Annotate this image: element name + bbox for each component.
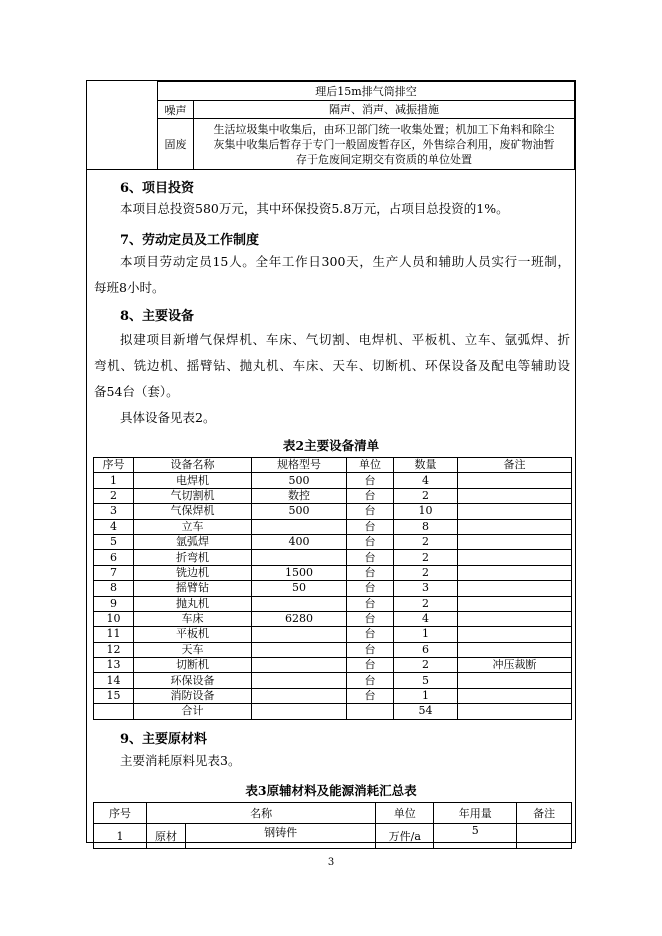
table-2-caption: 表2主要设备清单 — [282, 438, 380, 453]
table-cell — [458, 581, 572, 596]
table-cell: 气切割机 — [134, 488, 252, 503]
table-cell: 10 — [94, 611, 134, 626]
table-row — [94, 488, 572, 503]
paragraph-line: 拟建项目新增气保焊机、车床、气切割、电焊机、平板机、立车、氩弧焊、折 — [120, 332, 570, 347]
table-cell: 2 — [394, 565, 458, 580]
table-row — [94, 627, 572, 642]
table-cell: 500 — [252, 504, 347, 519]
table-row — [94, 473, 572, 488]
table-cell: 台 — [347, 611, 394, 626]
table-cell: 1 — [394, 627, 458, 642]
table-cell: 14 — [94, 673, 134, 688]
solid-waste-text — [194, 119, 575, 170]
paragraph-line: 具体设备见表2。 — [120, 410, 216, 425]
table-cell: 9 — [94, 596, 134, 611]
table-row — [94, 688, 572, 703]
table-cell — [252, 519, 347, 534]
table-row — [94, 534, 572, 549]
table-cell: 6 — [94, 550, 134, 565]
table-cell — [458, 488, 572, 503]
table-cell: 折弯机 — [134, 550, 252, 565]
table-cell: 台 — [347, 596, 394, 611]
table-cell — [458, 688, 572, 703]
table-row — [94, 596, 572, 611]
table-row — [94, 550, 572, 565]
table-cell: 台 — [347, 688, 394, 703]
table-cell: 7 — [94, 565, 134, 580]
table-cell: 立车 — [134, 519, 252, 534]
header-cell: 数量 — [394, 458, 458, 473]
header-cell: 备注 — [458, 458, 572, 473]
page-frame — [86, 80, 576, 843]
header-cell: 规格型号 — [252, 458, 347, 473]
table-cell: 数控 — [252, 488, 347, 503]
table-row — [94, 673, 572, 688]
table-cell: 13 — [94, 658, 134, 673]
table-cell: 钢铸件 — [186, 824, 376, 849]
table-3-caption: 表3原辅材料及能源消耗汇总表 — [245, 783, 417, 798]
header-cell: 序号 — [94, 458, 134, 473]
table-cell: 6280 — [252, 611, 347, 626]
table-cell: 3 — [94, 504, 134, 519]
header-cell: 单位 — [347, 458, 394, 473]
section-6-heading: 6、项目投资 — [120, 181, 195, 196]
table-cell: 台 — [347, 550, 394, 565]
table-cell — [517, 824, 572, 849]
raw-material-table — [93, 802, 572, 849]
table-cell: 8 — [394, 519, 458, 534]
table-cell: 平板机 — [134, 627, 252, 642]
table-cell — [458, 504, 572, 519]
section-9-heading: 9、主要原材料 — [120, 732, 208, 747]
table-row — [94, 658, 572, 673]
table-cell: 冲压裁断 — [458, 658, 572, 673]
table-cell — [252, 596, 347, 611]
paragraph-line: 每班8小时。 — [94, 280, 165, 295]
table-cell: 万件/a — [376, 824, 434, 849]
solid-waste-label: 固废 — [158, 119, 194, 170]
table-cell — [252, 704, 347, 719]
table-cell — [252, 658, 347, 673]
table-cell: 11 — [94, 627, 134, 642]
table-cell: 摇臂钻 — [134, 581, 252, 596]
table-cell: 1 — [94, 824, 147, 849]
table-cell: 切断机 — [134, 658, 252, 673]
table-cell — [458, 550, 572, 565]
blank-cell — [87, 82, 158, 170]
table-cell: 台 — [347, 519, 394, 534]
table-cell: 电焊机 — [134, 473, 252, 488]
paragraph-line: 本项目劳动定员15人。全年工作日300天，生产人员和辅助人员实行一班制， — [120, 254, 570, 269]
table-cell: 2 — [394, 534, 458, 549]
table-row — [94, 824, 572, 849]
section-8-heading: 8、主要设备 — [120, 309, 195, 324]
table-row — [94, 642, 572, 657]
table-row — [94, 565, 572, 580]
solid-waste-line: 生活垃圾集中收集后，由环卫部门统一收集处置；机加工下角料和除尘 — [213, 122, 555, 136]
header-cell: 年用量 — [434, 803, 517, 824]
table-cell: 5 — [94, 534, 134, 549]
table-cell: 气保焊机 — [134, 504, 252, 519]
table-cell: 2 — [394, 596, 458, 611]
table-cell — [252, 550, 347, 565]
section-8-text — [94, 327, 570, 431]
table-cell: 氩弧焊 — [134, 534, 252, 549]
table-cell: 8 — [94, 581, 134, 596]
table-cell: 12 — [94, 642, 134, 657]
paragraph-line: 主要消耗原料见表3。 — [120, 753, 241, 768]
table-cell: 2 — [394, 550, 458, 565]
table-cell: 台 — [347, 473, 394, 488]
section-6-text — [94, 196, 570, 222]
table-cell: 15 — [94, 688, 134, 703]
table-cell — [94, 704, 134, 719]
table-cell — [347, 704, 394, 719]
table-cell: 消防设备 — [134, 688, 252, 703]
table-cell: 台 — [347, 581, 394, 596]
table-header-row — [94, 458, 572, 473]
table-cell — [458, 611, 572, 626]
equipment-table — [93, 457, 572, 720]
table-cell: 台 — [347, 534, 394, 549]
table-cell — [458, 627, 572, 642]
table-cell — [458, 642, 572, 657]
exhaust-text: 理后15m排气筒排空 — [158, 82, 575, 101]
table-cell: 原材 — [147, 824, 186, 849]
header-cell: 设备名称 — [134, 458, 252, 473]
table-cell — [458, 534, 572, 549]
table-cell — [458, 596, 572, 611]
table-header-row — [94, 803, 572, 824]
table-cell: 6 — [394, 642, 458, 657]
paragraph-line: 弯机、铣边机、摇臂钻、抛丸机、车床、天车、切断机、环保设备及配电等辅助设 — [94, 358, 570, 373]
table-cell: 2 — [394, 488, 458, 503]
total-value: 54 — [394, 704, 458, 719]
table-cell: 台 — [347, 673, 394, 688]
table-cell — [252, 688, 347, 703]
table-cell: 500 — [252, 473, 347, 488]
table-cell — [458, 673, 572, 688]
solid-waste-line: 灰集中收集后暂存于专门一般固废暂存区，外售综合利用，废矿物油暂 — [213, 137, 555, 151]
table-cell — [458, 704, 572, 719]
section-9-text — [94, 748, 570, 774]
table-cell: 4 — [94, 519, 134, 534]
table-cell — [458, 519, 572, 534]
header-cell: 单位 — [376, 803, 434, 824]
table-cell: 3 — [394, 581, 458, 596]
table-row — [94, 581, 572, 596]
table-cell: 台 — [347, 488, 394, 503]
table-cell — [252, 642, 347, 657]
section-7-text — [94, 249, 570, 301]
paragraph-line: 备54台（套）。 — [94, 384, 179, 399]
table-cell: 50 — [252, 581, 347, 596]
table-cell: 抛丸机 — [134, 596, 252, 611]
table-cell: 2 — [94, 488, 134, 503]
table-cell: 4 — [394, 473, 458, 488]
table-cell: 天车 — [134, 642, 252, 657]
table-cell: 4 — [394, 611, 458, 626]
table-cell: 台 — [347, 627, 394, 642]
total-label: 合计 — [134, 704, 252, 719]
table-row — [94, 519, 572, 534]
pollution-measures-table — [87, 81, 575, 170]
table-cell: 台 — [347, 658, 394, 673]
table-cell: 铣边机 — [134, 565, 252, 580]
table-row — [94, 611, 572, 626]
table-cell: 1 — [94, 473, 134, 488]
table-cell: 台 — [347, 565, 394, 580]
table-cell: 1500 — [252, 565, 347, 580]
noise-label: 噪声 — [158, 101, 194, 119]
noise-text: 隔声、消声、减振措施 — [194, 101, 575, 119]
table-cell: 台 — [347, 642, 394, 657]
table-cell: 车床 — [134, 611, 252, 626]
page-number: 3 — [327, 857, 335, 868]
table-cell: 5 — [394, 673, 458, 688]
total-row — [94, 704, 572, 719]
section-7-heading: 7、劳动定员及工作制度 — [120, 233, 260, 248]
paragraph-line: 本项目总投资580万元，其中环保投资5.8万元，占项目总投资的1%。 — [120, 201, 509, 216]
table-cell: 1 — [394, 688, 458, 703]
table-cell: 环保设备 — [134, 673, 252, 688]
table-cell: 5 — [434, 824, 517, 849]
table-cell — [252, 673, 347, 688]
header-cell: 名称 — [147, 803, 376, 824]
header-cell: 序号 — [94, 803, 147, 824]
table-cell — [458, 565, 572, 580]
table-cell: 400 — [252, 534, 347, 549]
table-cell — [458, 473, 572, 488]
table-cell: 台 — [347, 504, 394, 519]
header-cell: 备注 — [517, 803, 572, 824]
table-row — [94, 504, 572, 519]
table-cell: 10 — [394, 504, 458, 519]
table-cell — [252, 627, 347, 642]
solid-waste-line: 存于危废间定期交有资质的单位处置 — [296, 152, 472, 166]
table-cell: 2 — [394, 658, 458, 673]
